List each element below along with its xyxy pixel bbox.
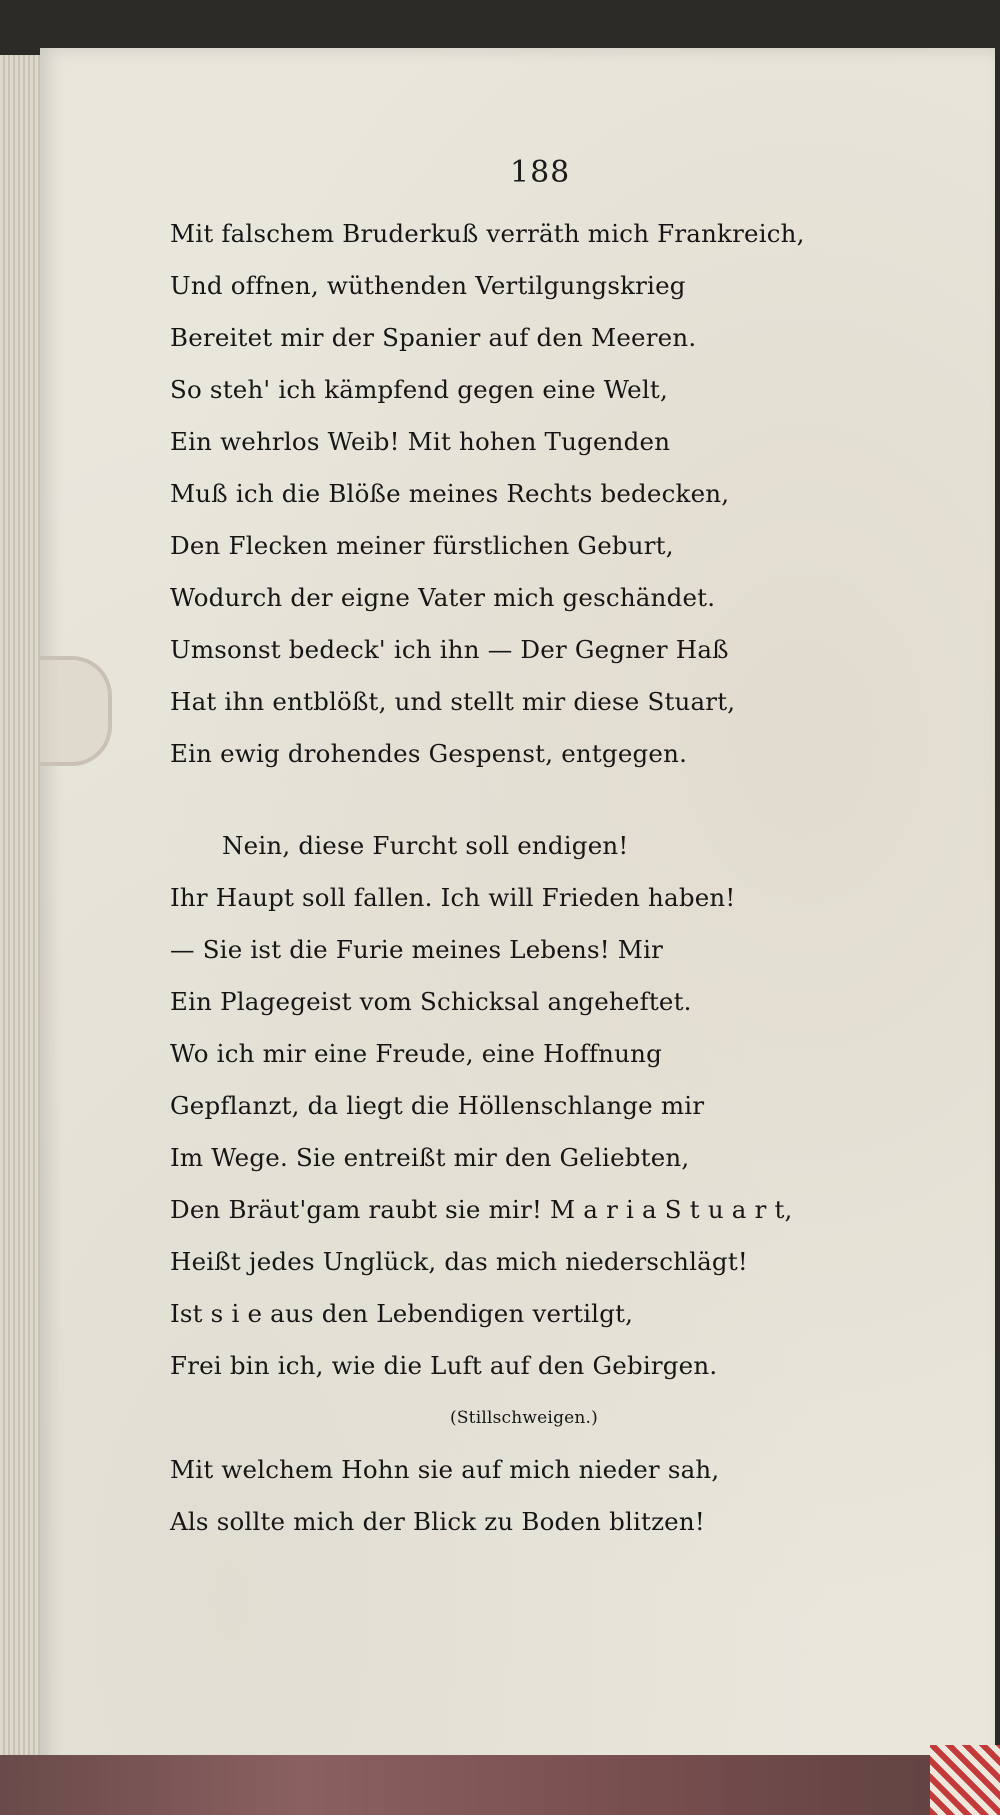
verse-line: Wodurch der eigne Vater mich geschändet.: [170, 583, 716, 612]
verse-line: Heißt jedes Unglück, das mich niederschlägt!: [170, 1247, 748, 1276]
verse-line: So steh' ich kämpfend gegen eine Welt,: [170, 375, 668, 404]
verse-line: Umsonst bedeck' ich ihn — Der Gegner Haß: [170, 635, 729, 664]
book-cover-edge: [0, 1755, 1000, 1815]
verse-line: Ist s i e aus den Lebendigen vertilgt,: [170, 1299, 634, 1328]
verse-line: Ein Plagegeist vom Schicksal angeheftet.: [170, 987, 692, 1016]
verse-line: Bereitet mir der Spanier auf den Meeren.: [170, 323, 697, 352]
verse-line: Ihr Haupt soll fallen. Ich will Frieden haben!: [170, 883, 736, 912]
ribbon-marker: [930, 1745, 1000, 1815]
bookmark-clip: [40, 656, 112, 766]
verse-block: [170, 208, 930, 1548]
verse-line: Hat ihn entblößt, und stellt mir diese Stuart,: [170, 687, 736, 716]
page-number: 188: [510, 155, 571, 190]
verse-line: Wo ich mir eine Freude, eine Hoffnung: [170, 1039, 662, 1068]
verse-line: Mit falschem Bruderkuß verräth mich Frankreich,: [170, 219, 805, 248]
verse-line: Muß ich die Blöße meines Rechts bedecken,: [170, 479, 730, 508]
verse-line: — Sie ist die Furie meines Lebens! Mir: [170, 935, 664, 964]
stage-direction: (Stillschweigen.): [450, 1408, 598, 1428]
verse-line: Und offnen, wüthenden Vertilgungskrieg: [170, 271, 686, 300]
stanza-gap: [170, 780, 930, 820]
verse-line: Mit welchem Hohn sie auf mich nieder sah,: [170, 1455, 720, 1484]
verse-line: Den Flecken meiner fürstlichen Geburt,: [170, 531, 674, 560]
verse-line: Ein ewig drohendes Gespenst, entgegen.: [170, 739, 688, 768]
verse-line: Den Bräut'gam raubt sie mir! M a r i a S t u a r t,: [170, 1195, 793, 1224]
verse-line: Im Wege. Sie entreißt mir den Geliebten,: [170, 1143, 690, 1172]
verse-line: Ein wehrlos Weib! Mit hohen Tugenden: [170, 427, 671, 456]
verse-line: Nein, diese Furcht soll endigen!: [222, 831, 629, 860]
verse-line: Gepflanzt, da liegt die Höllenschlange mir: [170, 1091, 705, 1120]
verse-line: Als sollte mich der Blick zu Boden blitzen!: [170, 1507, 705, 1536]
verse-line: Frei bin ich, wie die Luft auf den Gebirgen.: [170, 1351, 718, 1380]
